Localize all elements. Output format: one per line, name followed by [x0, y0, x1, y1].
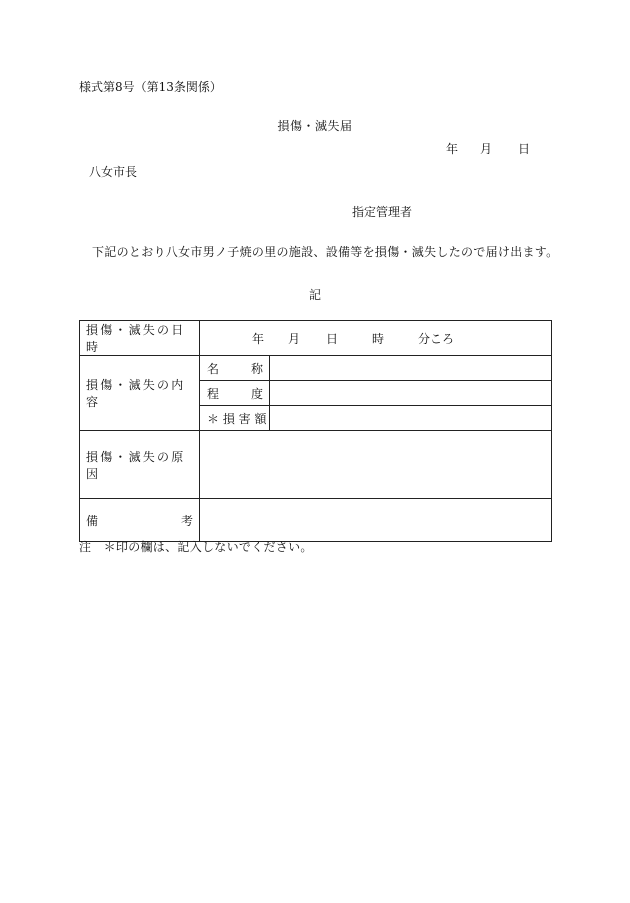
name-label — [200, 356, 270, 381]
body-text: 下記のとおり八女市男ノ子焼の里の施設、設備等を損傷・滅失したので届け出ます。 — [92, 245, 559, 259]
degree-label — [200, 381, 270, 406]
cause-field[interactable] — [200, 431, 552, 499]
remarks-label-char-1: 備 — [86, 513, 99, 528]
footnote: 注 ＊印の欄は、記入しないでください。 — [79, 540, 313, 554]
date-month-label: 月 — [480, 142, 493, 156]
name-label-char-1: 名 — [207, 361, 220, 376]
table-row-datetime — [80, 321, 552, 356]
datetime-month: 月 — [288, 331, 301, 346]
table-row-name — [80, 356, 552, 381]
datetime-hour: 時 — [372, 331, 385, 346]
degree-label-char-2: 度 — [250, 386, 263, 401]
document-title: 損傷・滅失届 — [277, 119, 353, 133]
name-label-char-2: 称 — [250, 361, 263, 376]
datetime-field[interactable] — [200, 321, 552, 356]
damage-report-table — [79, 320, 552, 542]
remarks-label — [80, 499, 200, 542]
date-day-label: 日 — [518, 142, 531, 156]
ki-heading: 記 — [308, 288, 321, 302]
name-field[interactable] — [270, 356, 552, 381]
damage-amount-label: ＊ 損 害 額 — [200, 406, 270, 431]
remarks-label-char-2: 考 — [180, 513, 193, 528]
cause-label: 損傷・滅失の原因 — [80, 431, 200, 499]
datetime-year: 年 — [252, 331, 265, 346]
remarks-field[interactable] — [200, 499, 552, 542]
form-number: 様式第8号（第13条関係） — [79, 80, 222, 94]
addressee: 八女市長 — [89, 165, 138, 179]
sender-label: 指定管理者 — [352, 205, 413, 219]
table-row-cause — [80, 431, 552, 499]
submission-date — [446, 143, 530, 155]
datetime-minute: 分ころ — [418, 331, 455, 346]
table-row-remarks — [80, 499, 552, 542]
date-year-label: 年 — [446, 142, 459, 156]
degree-label-char-1: 程 — [207, 386, 220, 401]
datetime-day: 日 — [326, 331, 339, 346]
content-label: 損傷・滅失の内容 — [80, 356, 200, 431]
datetime-label: 損傷・滅失の日時 — [80, 321, 200, 356]
degree-field[interactable] — [270, 381, 552, 406]
damage-amount-field[interactable] — [270, 406, 552, 431]
